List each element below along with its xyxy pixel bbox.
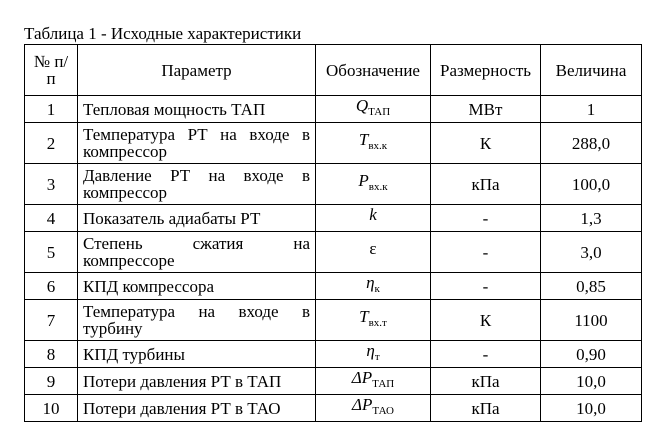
symbol-sub: ТАП [372,378,395,390]
row-dimension: - [431,341,541,368]
row-symbol [316,164,431,205]
row-num: 7 [25,300,78,341]
row-value: 1,3 [541,205,642,232]
row-param: Температура на входе в турбину [78,300,316,341]
row-dimension: кПа [431,164,541,205]
table-row [25,232,642,273]
row-param: Степень сжатия на компрессоре [78,232,316,273]
table-row [25,205,642,232]
row-dimension: - [431,232,541,273]
row-num: 6 [25,273,78,300]
row-symbol [316,395,431,422]
row-symbol [316,273,431,300]
symbol-sub: к [374,283,380,295]
row-num: 8 [25,341,78,368]
row-param: КПД компрессора [78,273,316,300]
row-dimension: МВт [431,96,541,123]
row-value: 1100 [541,300,642,341]
row-dimension: - [431,273,541,300]
row-param: Потери давления РТ в ТАП [78,368,316,395]
header-symbol: Обозначение [316,45,431,96]
row-dimension: кПа [431,368,541,395]
symbol-main: P [358,171,369,190]
table-row [25,123,642,164]
table-row [25,395,642,422]
row-value: 10,0 [541,395,642,422]
symbol-main: ΔP [351,368,373,387]
symbol-sub: вх.к [368,140,388,152]
row-num: 9 [25,368,78,395]
row-param: Температура РТ на входе в компрессор [78,123,316,164]
row-symbol [316,232,431,273]
row-num: 2 [25,123,78,164]
symbol-sub: вх.к [368,181,388,193]
symbol-main: Q [355,96,369,115]
header-dimension: Размерность [431,45,541,96]
row-symbol [316,96,431,123]
header-value: Величина [541,45,642,96]
symbol-main: η [366,341,375,360]
table-row [25,96,642,123]
row-value: 3,0 [541,232,642,273]
row-num: 5 [25,232,78,273]
symbol-sub: ТАО [372,405,394,417]
row-dimension: К [431,123,541,164]
characteristics-table [24,44,642,422]
table-caption: Таблица 1 - Исходные характеристики [24,24,302,43]
row-param: Тепловая мощность ТАП [78,96,316,123]
row-num: 10 [25,395,78,422]
symbol-sub: ТАП [368,106,391,118]
row-dimension: кПа [431,395,541,422]
row-param: Потери давления РТ в ТАО [78,395,316,422]
symbol-main: η [366,273,375,292]
symbol-main: ε [369,239,377,258]
header-num: № п/п [25,45,78,96]
table-row [25,341,642,368]
symbol-main: k [369,205,377,224]
symbol-sub: т [374,351,380,363]
row-symbol [316,205,431,232]
row-num: 3 [25,164,78,205]
symbol-main: ΔP [352,395,373,414]
row-value: 288,0 [541,123,642,164]
row-value: 0,90 [541,341,642,368]
row-symbol [316,300,431,341]
row-value: 0,85 [541,273,642,300]
row-value: 1 [541,96,642,123]
header-row [25,45,642,96]
table-row [25,164,642,205]
row-value: 100,0 [541,164,642,205]
table-row [25,300,642,341]
row-dimension: К [431,300,541,341]
row-symbol [316,341,431,368]
row-value: 10,0 [541,368,642,395]
symbol-main: T [359,307,369,326]
row-symbol [316,368,431,395]
row-param: КПД турбины [78,341,316,368]
row-num: 1 [25,96,78,123]
table-row [25,273,642,300]
table-row [25,368,642,395]
row-num: 4 [25,205,78,232]
header-param: Параметр [78,45,316,96]
row-symbol [316,123,431,164]
row-param: Давление РТ на входе в компрессор [78,164,316,205]
symbol-sub: вх.т [368,317,387,329]
row-param: Показатель адиабаты РТ [78,205,316,232]
row-dimension: - [431,205,541,232]
symbol-main: T [358,130,369,149]
